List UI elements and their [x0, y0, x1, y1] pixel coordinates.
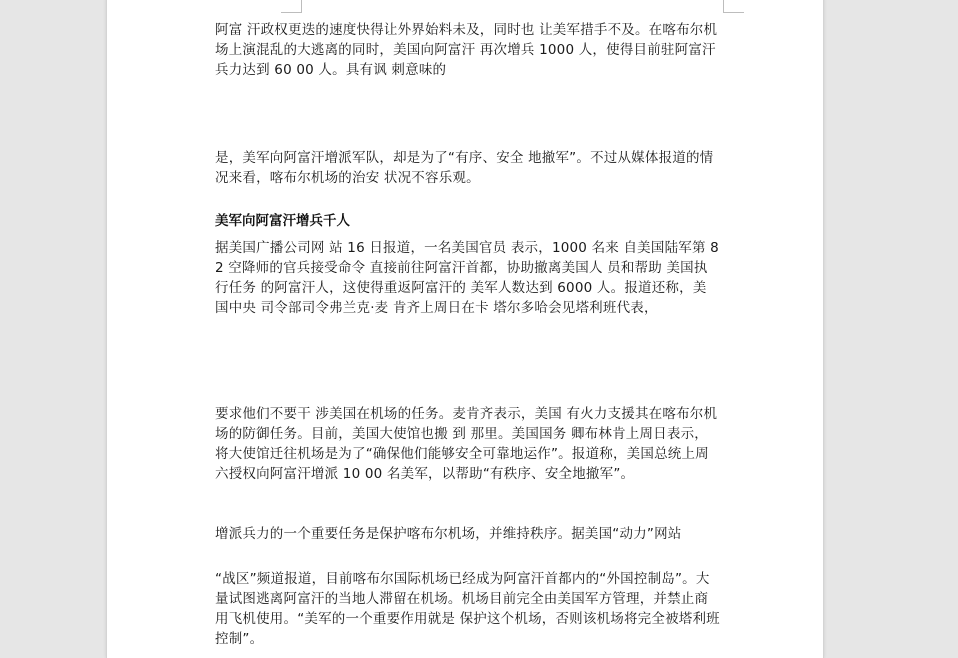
paragraph-2: 是，美军向阿富汗增派军队，却是为了“有序、安全 地撤军”。不过从媒体报道的情 况来看，喀布尔机场的治安 状况不容乐观。: [215, 150, 714, 186]
section-heading: 美军向阿富汗增兵千人: [215, 213, 350, 229]
paragraph-5: 增派兵力的一个重要任务是保护喀布尔机场，并维持秩序。据美国“动力”网站: [215, 526, 682, 542]
paragraph-3: 据美国广播公司网 站 16 日报道，一名美国官员 表示，1000 名来 自美国陆军第 82 空降师的官兵接受命令 直接前往阿富汗首都，协助撤离美国人 员和帮助 美国执行任务 的阿富汗人，这使得重返阿富汗的 美军人数达到 6000 人。报道还称，美国中央 司令部司令弗兰克·麦 肯齐上周日在卡 塔尔多哈会见塔利班代表，: [215, 240, 719, 316]
margin-crop-mark-left: [281, 0, 302, 13]
margin-crop-mark-right: [723, 0, 744, 13]
paragraph-6: “战区”频道报道，目前喀布尔国际机场已经成为阿富汗首都内的“外国控制岛”。大 量试图逃离阿富汗的当地人滞留在机场。机场目前完全由美国军方管理，并禁止商用飞机使用。“美军的一个重要作用就是 保护这个机场，否则该机场将完全被塔利班控制”。: [215, 571, 720, 647]
paragraph-4: 要求他们不要干 涉美国在机场的任务。麦肯齐表示，美国 有火力支援其在喀布尔机场的防御任务。目前，美国大使馆也搬 到 那里。美国国务 卿布林肯上周日表示， 将大使馆迁往机场是为了“确保他们能够安全可靠地运作”。报道称，美国总统上周六授权向阿富汗增派 10 00 名美军，以帮助“有秩序、安全地撤军”。: [215, 406, 718, 482]
paragraph-1: 阿富 汗政权更迭的速度快得让外界始料未及，同时也 让美军措手不及。在喀布尔机场上演混乱的大逃离的同时，美国向阿富汗 再次增兵 1000 人，使得目前驻阿富汗 兵力达到 60 00 人。具有讽 刺意味的: [215, 22, 718, 78]
document-page: [106, 0, 824, 658]
